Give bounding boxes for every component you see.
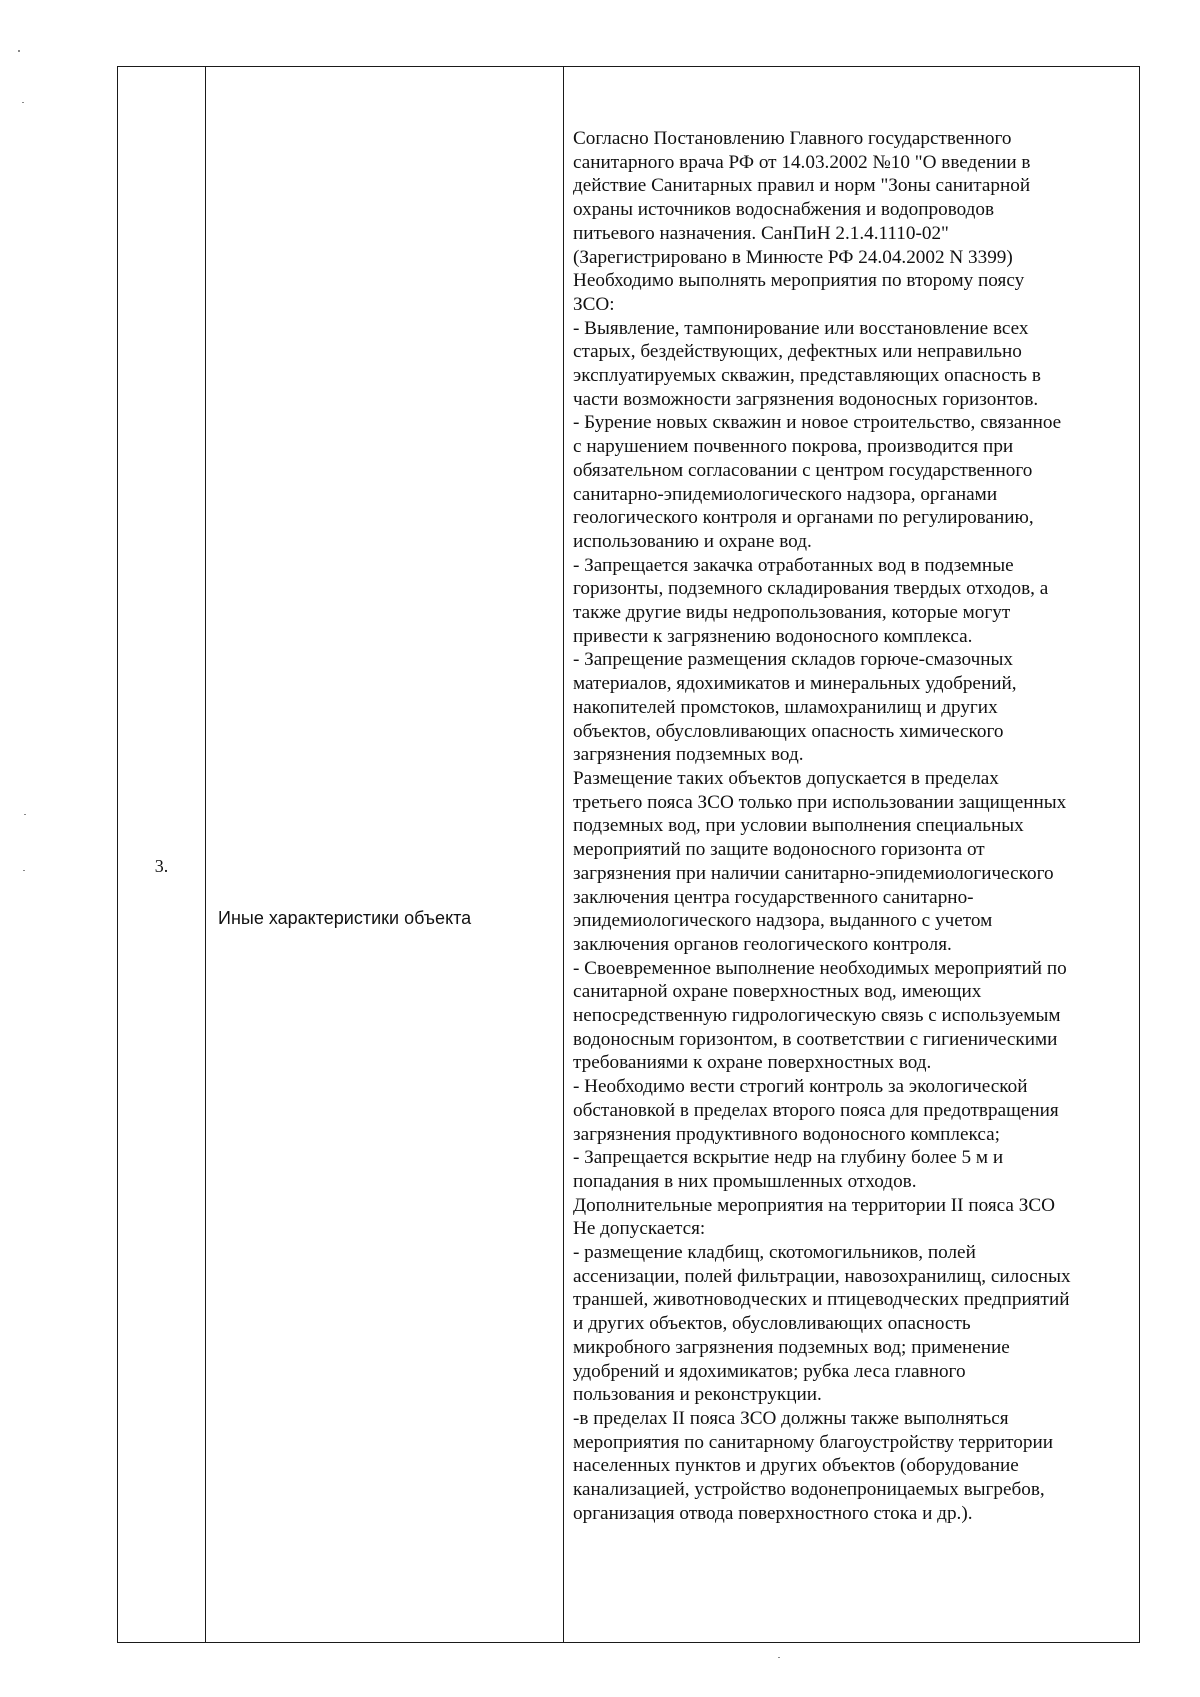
content-line: Размещение таких объектов допускается в пределах <box>573 767 999 789</box>
content-line: загрязнения продуктивного водоносного комплекса; <box>573 1123 1000 1145</box>
characteristics-table <box>117 66 1140 1643</box>
content-line: - Запрещение размещения складов горюче-смазочных <box>573 649 1013 671</box>
content-line: мероприятий по защите водоносного горизонта от <box>573 839 985 861</box>
content-line: водоносным горизонтом, в соответствии с гигиеническими <box>573 1028 1058 1050</box>
content-line: загрязнения при наличии санитарно-эпидемиологического <box>573 862 1054 884</box>
content-line: Не допускается: <box>573 1218 706 1240</box>
scan-speck <box>18 50 20 52</box>
content-line: обстановкой в пределах второго пояса для предотвращения <box>573 1099 1059 1121</box>
content-line: канализацией, устройство водонепроницаемых выгребов, <box>573 1479 1045 1501</box>
content-line: удобрений и ядохимикатов; рубка леса главного <box>573 1360 966 1382</box>
content-line: Согласно Постановлению Главного государственного <box>573 128 1012 149</box>
row-label: Иные характеристики объекта <box>218 908 472 928</box>
column-divider <box>205 67 206 1642</box>
content-line: горизонты, подземного складирования твердых отходов, а <box>573 578 1049 600</box>
content-line: материалов, ядохимикатов и минеральных удобрений, <box>573 673 1017 695</box>
content-line: мероприятия по санитарному благоустройству территории <box>573 1431 1054 1453</box>
content-line: - Необходимо вести строгий контроль за экологической <box>573 1076 1028 1098</box>
content-line: - Бурение новых скважин и новое строительство, связанное <box>573 412 1062 434</box>
content-line: также другие виды недропользования, которые могут <box>573 602 1011 624</box>
content-line: привести к загрязнению водоносного комплекса. <box>573 625 973 647</box>
content-line: Дополнительные мероприятия на территории II пояса ЗСО <box>573 1194 1056 1216</box>
content-line: -в пределах II пояса ЗСО должны также выполняться <box>573 1407 1009 1429</box>
row-number: 3. <box>154 856 169 876</box>
content-line: микробного загрязнения подземных вод; применение <box>573 1336 1010 1358</box>
content-line: обязательном согласовании с центром государственного <box>573 459 1033 481</box>
content-line: организация отвода поверхностного стока и др.). <box>573 1502 973 1524</box>
content-line: ассенизации, полей фильтрации, навозохранилищ, силосных <box>573 1265 1071 1287</box>
content-line: эксплуатируемых скважин, представляющих опасность в <box>573 365 1041 387</box>
content-line: санитарно-эпидемиологического надзора, органами <box>573 483 998 505</box>
row-content <box>573 127 1138 1525</box>
scan-speck <box>24 814 26 815</box>
scan-speck <box>23 870 25 871</box>
content-line: с нарушением почвенного покрова, производится при <box>573 436 1014 458</box>
content-line: и других объектов, обусловливающих опасность <box>573 1313 971 1335</box>
content-line: заключения органов геологического контроля. <box>573 933 952 955</box>
content-line: непосредственную гидрологическую связь с используемым <box>573 1005 1061 1027</box>
content-line: питьевого назначения. СанПиН 2.1.4.1110-02" <box>573 222 949 244</box>
content-line: ЗСО: <box>573 293 615 315</box>
content-line: геологического контроля и органами по регулированию, <box>573 507 1034 529</box>
column-divider <box>563 67 564 1642</box>
content-line: третьего пояса ЗСО только при использовании защищенных <box>573 791 1067 813</box>
content-line: попадания в них промышленных отходов. <box>573 1170 917 1192</box>
content-line: санитарной охране поверхностных вод, имеющих <box>573 981 982 1003</box>
content-line: старых, бездействующих, дефектных или неправильно <box>573 341 1022 363</box>
content-line: эпидемиологического надзора, выданного с учетом <box>573 910 993 932</box>
content-line: заключения центра государственного санитарно- <box>573 886 974 908</box>
content-line: населенных пунктов и других объектов (оборудование <box>573 1455 1019 1477</box>
content-line: траншей, животноводческих и птицеводческих предприятий <box>573 1289 1070 1311</box>
content-line: загрязнения подземных вод. <box>573 744 804 766</box>
content-line: - Своевременное выполнение необходимых мероприятий по <box>573 957 1067 979</box>
content-line: охраны источников водоснабжения и водопроводов <box>573 199 995 221</box>
content-line: объектов, обусловливающих опасность химического <box>573 720 1004 742</box>
content-line: - размещение кладбищ, скотомогильников, полей <box>573 1242 976 1264</box>
content-line: пользования и реконструкции. <box>573 1384 822 1406</box>
content-line: части возможности загрязнения водоносных горизонтов. <box>573 388 1039 410</box>
content-line: действие Санитарных правил и норм "Зоны санитарной <box>573 175 1031 197</box>
content-line: - Запрещается вскрытие недр на глубину более 5 м и <box>573 1147 1004 1169</box>
scan-speck <box>778 1657 780 1658</box>
content-line: (Зарегистрировано в Минюсте РФ 24.04.2002 N 3399) <box>573 246 1013 268</box>
content-line: Необходимо выполнять мероприятия по второму поясу <box>573 270 1025 292</box>
content-line: подземных вод, при условии выполнения специальных <box>573 815 1024 837</box>
content-line: санитарного врача РФ от 14.03.2002 №10 "О введении в <box>573 151 1031 173</box>
content-line: - Выявление, тампонирование или восстановление всех <box>573 317 1029 339</box>
content-line: использованию и охране вод. <box>573 530 812 552</box>
scan-speck <box>22 102 24 103</box>
content-line: накопителей промстоков, шламохранилищ и других <box>573 696 998 718</box>
content-line: - Запрещается закачка отработанных вод в подземные <box>573 554 1014 576</box>
content-line: требованиями к охране поверхностных вод. <box>573 1052 932 1074</box>
